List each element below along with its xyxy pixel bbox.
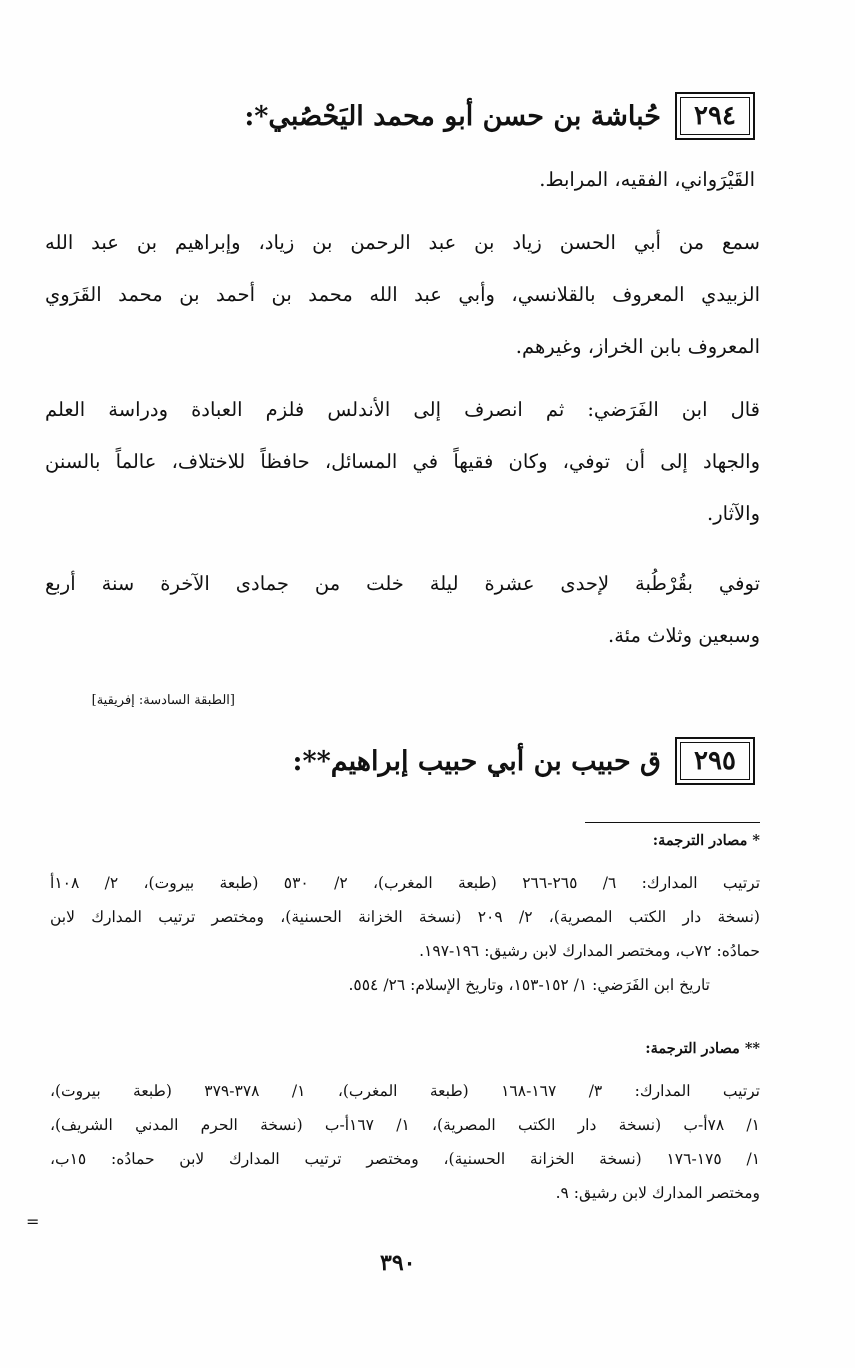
footnote-2-line-3: ١/ ١٧٥-١٧٦ (نسخة الخزانة الحسنية)، ومختصر ترتيب المدارك لابن حمادُه: ١٥ب، <box>50 1150 761 1168</box>
quote-line-3: والآثار. <box>707 502 760 525</box>
class-note: [الطبقة السادسة: إفريقية] <box>91 693 235 708</box>
footnote-2-body <box>50 1074 760 1210</box>
quote-line-1: قال ابن الفَرَضي: ثم انصرف إلى الأندلس فلزم العبادة ودراسة العلم <box>45 398 760 421</box>
entry-294-nisba <box>95 154 755 206</box>
entry-295-heading <box>292 737 755 785</box>
page-number: ٣٩٠ <box>380 1250 416 1276</box>
teachers-line-3: المعروف بابن الخراز، وغيرهم. <box>515 335 760 358</box>
footnote-2-line-4: ومختصر المدارك لابن رشيق: ٩. <box>555 1184 760 1202</box>
teachers-line-1: سمع من أبي الحسن زياد بن عبد الرحمن بن زياد، وإبراهيم بن عبد الله <box>45 231 760 254</box>
entry-294-teachers-paragraph <box>45 217 760 373</box>
entry-295-number-box: ٢٩٥ <box>675 737 755 785</box>
death-line-1: توفي بقُرْطُبة لإحدى عشرة ليلة خلت من جمادى الآخرة سنة أربع <box>45 572 760 595</box>
footnote-1-heading: * مصادر الترجمة: <box>652 832 760 849</box>
footnote-1-line-4: تاريخ ابن الفَرَضي: ١/ ١٥٢-١٥٣، وتاريخ الإسلام: ٢٦/ ٥٥٤. <box>348 976 710 994</box>
footnote-1-line-1: ترتيب المدارك: ٦/ ٢٦٥-٢٦٦ (طبعة المغرب)، ٢/ ٥٣٠ (طبعة بيروت)، ٢/ ١٠٨أ <box>50 874 761 892</box>
quote-line-2: والجهاد إلى أن توفي، وكان فقيهاً في المسائل، حافظاً للاختلاف، عالماً بالسنن <box>45 450 760 473</box>
footnote-1-line-3: حمادُه: ٧٢ب، ومختصر المدارك لابن رشيق: ١٩٦-١٩٧. <box>419 942 760 960</box>
entry-294-title: حُباشة بن حسن أبو محمد اليَحْصُبي*: <box>244 100 661 132</box>
footnote-1-body <box>50 866 760 1002</box>
footnote-2-line-2: ١/ ٧٨أ-ب (نسخة دار الكتب المصرية)، ١/ ١٦٧أ-ب (نسخة الحرم المدني الشريف)، <box>50 1116 760 1134</box>
continuation-mark: = <box>26 1212 40 1231</box>
entry-294-death-paragraph <box>45 558 760 662</box>
entry-294-number-box: ٢٩٤ <box>675 92 755 140</box>
entry-294-quote-paragraph <box>45 384 760 540</box>
entry-294-heading <box>244 92 755 140</box>
nisba-line: القَيْرَواني، الفقيه، المرابط. <box>539 168 755 191</box>
footnote-1-line-2: (نسخة دار الكتب المصرية)، ٢/ ٢٠٩ (نسخة الخزانة الحسنية)، ومختصر ترتيب المدارك لابن <box>50 908 760 926</box>
teachers-line-2: الزبيدي المعروف بالقلانسي، وأبي عبد الله محمد بن أحمد بن محمد القَرَوي <box>45 283 760 306</box>
footnote-2-line-1: ترتيب المدارك: ٣/ ١٦٧-١٦٨ (طبعة المغرب)، ١/ ٣٧٨-٣٧٩ (طبعة بيروت)، <box>50 1082 760 1100</box>
footnote-separator <box>585 822 760 823</box>
entry-295-title: ق حبيب بن أبي حبيب إبراهيم**: <box>292 745 661 777</box>
death-line-2: وسبعين وثلاث مئة. <box>608 624 760 647</box>
footnote-2-heading: ** مصادر الترجمة: <box>645 1040 760 1057</box>
